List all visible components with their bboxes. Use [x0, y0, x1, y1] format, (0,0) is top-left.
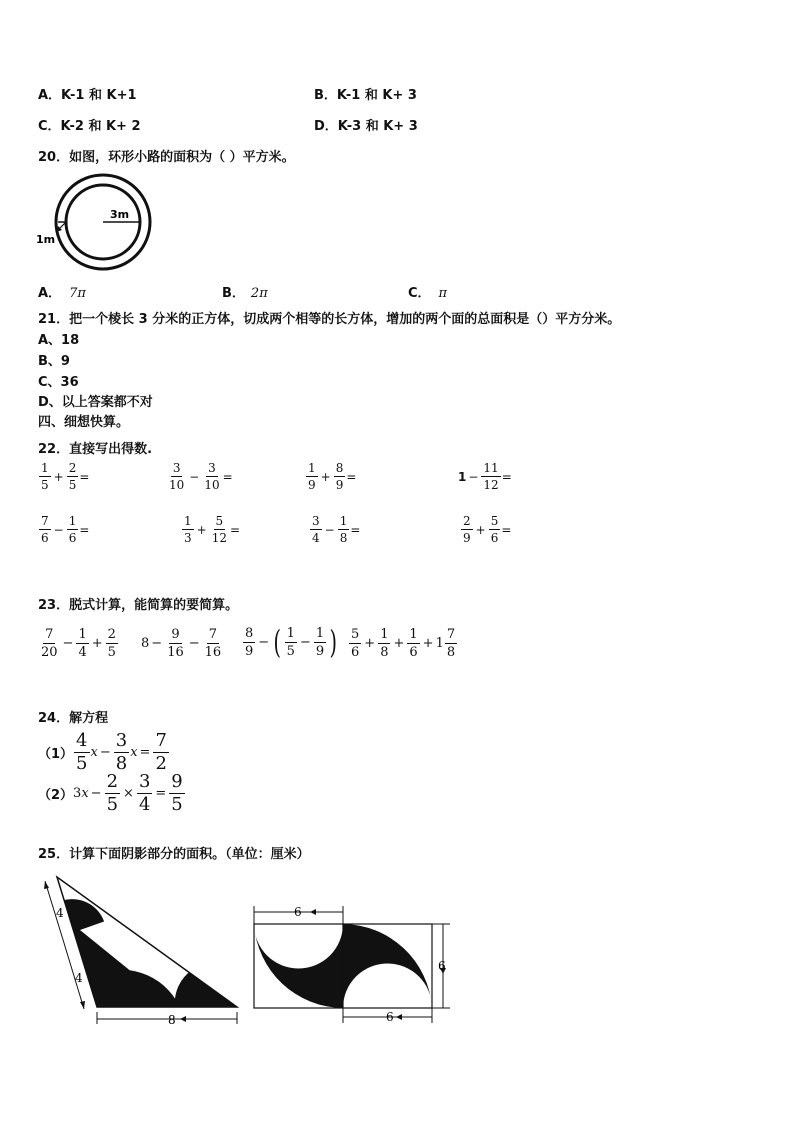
q19-option-a: A．K-1 和 K+1 — [38, 88, 137, 103]
q22-expr-8: $\frac{2}{9}$ + $\frac{5}{6}$ = — [463, 514, 512, 545]
ring-path-figure — [36, 170, 156, 274]
fig2-bottom-label: 6 — [386, 1010, 394, 1024]
q22-expr-6: $\frac{1}{3}$ + $\frac{5}{12}$ = — [184, 514, 241, 545]
label-1m: 1m — [36, 233, 56, 246]
q22-expr-2: $\frac{3}{10}$ − $\frac{3}{10}$ = — [169, 461, 233, 492]
fig1-side-label-1: 4 — [56, 906, 64, 920]
fig1-base-label: 8 — [168, 1013, 176, 1027]
q21-stem: 21．把一个棱长 3 分米的正方体，切成两个相等的长方体，增加的两个面的总面积是（）平方分米。 — [38, 312, 621, 327]
q23-expr-b: 8 − $\frac{9}{16}$ − $\frac{7}{16}$ — [141, 627, 222, 660]
q23-stem: 23．脱式计算，能简算的要简算。 — [38, 598, 239, 613]
q23-expr-d: $\frac{5}{6}$ + $\frac{1}{8}$ + $\frac{1}{6}$ + 1 $\frac{7}{8}$ — [351, 627, 456, 660]
q24-equation-1: （1） $\frac{4}{5}$ x − $\frac{3}{8}$ x = $\frac{7}{2}$ — [38, 730, 167, 774]
q22-expr-4: 1 − $\frac{11}{12}$ = — [458, 461, 512, 492]
q21-option-c: C、36 — [38, 375, 79, 390]
q21-option-b: B、9 — [38, 354, 70, 369]
q24-stem: 24．解方程 — [38, 711, 109, 726]
q23-expr-a: $\frac{7}{20}$ − $\frac{1}{4}$ + $\frac{2}{5}$ — [41, 627, 116, 660]
q23-expr-c: $\frac{8}{9}$ − ( $\frac{1}{5}$ − $\frac{1}{9}$ ) — [245, 623, 338, 661]
rectangle-shaded-figure — [250, 902, 460, 1026]
q19-option-d: D．K-3 和 K+ 3 — [314, 119, 418, 134]
q20-option-b: B． 2π — [222, 286, 268, 301]
fig2-top-label: 6 — [294, 905, 302, 919]
q20-option-c: C． π — [408, 286, 448, 301]
q22-expr-1: $\frac{1}{5}$ + $\frac{2}{5}$ = — [41, 461, 90, 492]
q19-option-b: B．K-1 和 K+ 3 — [314, 88, 417, 103]
fig2-right-label: 6 — [438, 959, 446, 973]
triangle-shaded-figure — [40, 872, 244, 1028]
section-heading: 四、细想快算。 — [38, 415, 130, 430]
fig1-side-label-2: 4 — [75, 971, 83, 985]
q20-option-a: A． 7π — [38, 286, 86, 301]
q19-option-c: C．K-2 和 K+ 2 — [38, 119, 141, 134]
label-3m: 3m — [110, 208, 130, 221]
q22-expr-7: $\frac{3}{4}$ − $\frac{1}{8}$ = — [312, 514, 361, 545]
q25-stem: 25．计算下面阴影部分的面积。（单位：厘米） — [38, 847, 310, 862]
q22-expr-5: $\frac{7}{6}$ − $\frac{1}{6}$ = — [41, 514, 90, 545]
q22-stem: 22．直接写出得数. — [38, 442, 153, 457]
q24-equation-2: （2） 3 x − $\frac{2}{5}$ × $\frac{3}{4}$ = $\frac{9}{5}$ — [38, 771, 183, 815]
q22-expr-3: $\frac{1}{9}$ + $\frac{8}{9}$ = — [308, 461, 357, 492]
q21-option-d: D、以上答案都不对 — [38, 395, 153, 410]
q20-stem: 20．如图，环形小路的面积为（ ）平方米。 — [38, 150, 295, 165]
q21-option-a: A、18 — [38, 333, 80, 348]
